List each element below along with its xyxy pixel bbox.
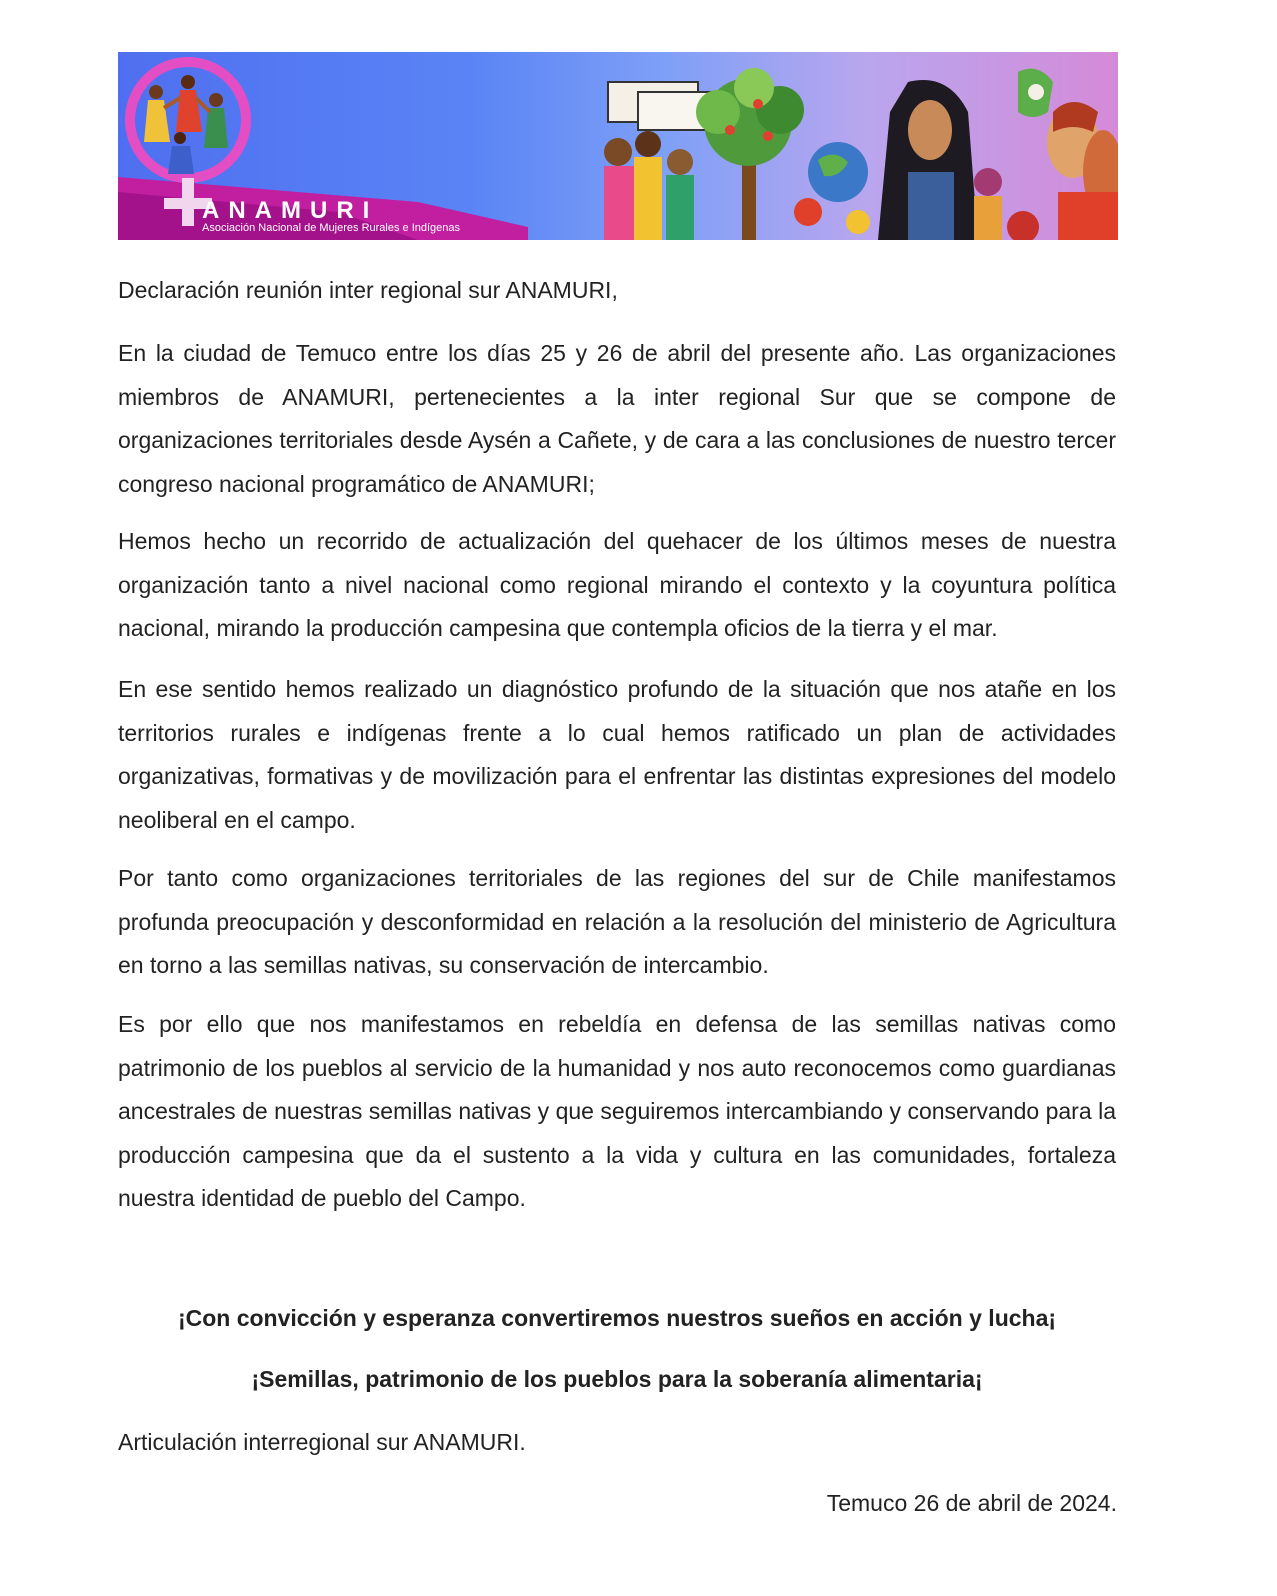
paragraph-4: Por tanto como organizaciones territoriales de las regiones del sur de Chile manifestamos profunda preocupación y desconformidad en relación a la resolución del ministerio de Agricultura en torno a las semillas nativas, su conservación de intercambio. <box>118 865 1116 978</box>
logo-subtitle: Asociación Nacional de Mujeres Rurales e Indígenas <box>202 222 461 234</box>
anamuri-banner <box>118 52 1118 240</box>
logo-name: ANAMURI <box>202 197 379 224</box>
date-line: Temuco 26 de abril de 2024. <box>826 1490 1117 1516</box>
paragraph-3: En ese sentido hemos realizado un diagnóstico profundo de la situación que nos atañe en los territorios rurales e indígenas frente a lo cual hemos ratificado un plan de actividades organizativas, formativas y de movilización para el enfrentar las distintas expresiones del modelo neoliberal en el campo. <box>118 676 1116 833</box>
slogan-1: ¡Con convicción y esperanza convertiremos nuestros sueños en acción y lucha¡ <box>177 1305 1057 1331</box>
signature: Articulación interregional sur ANAMURI. <box>118 1429 526 1455</box>
paragraph-1: En la ciudad de Temuco entre los días 25 y 26 de abril del presente año. Las organizaciones miembros de ANAMURI, pertenecientes a la inter regional Sur que se compone de organizaciones territoriales desde Aysén a Cañete, y de cara a las conclusiones de nuestro tercer congreso nacional programático de ANAMURI; <box>118 340 1116 497</box>
paragraph-5: Es por ello que nos manifestamos en rebeldía en defensa de las semillas nativas como patrimonio de los pueblos al servicio de la humanidad y nos auto reconocemos como guardianas ancestrales de nuestras semillas nativas y que seguiremos intercambiando y conservando para la producción campesina que da el sustento a la vida y cultura en las comunidades, fortaleza nuestra identidad de pueblo del Campo. <box>118 1011 1116 1211</box>
slogan-2: ¡Semillas, patrimonio de los pueblos para la soberanía alimentaria¡ <box>251 1366 983 1392</box>
paragraph-2: Hemos hecho un recorrido de actualización del quehacer de los últimos meses de nuestra organización tanto a nivel nacional como regional mirando el contexto y la coyuntura política nacional, mirando la producción campesina que contempla oficios de la tierra y el mar. <box>118 528 1116 641</box>
women-collage-illustration <box>604 68 1118 240</box>
banner-illustration <box>118 52 1118 240</box>
document-heading: Declaración reunión inter regional sur ANAMURI, <box>118 277 618 303</box>
